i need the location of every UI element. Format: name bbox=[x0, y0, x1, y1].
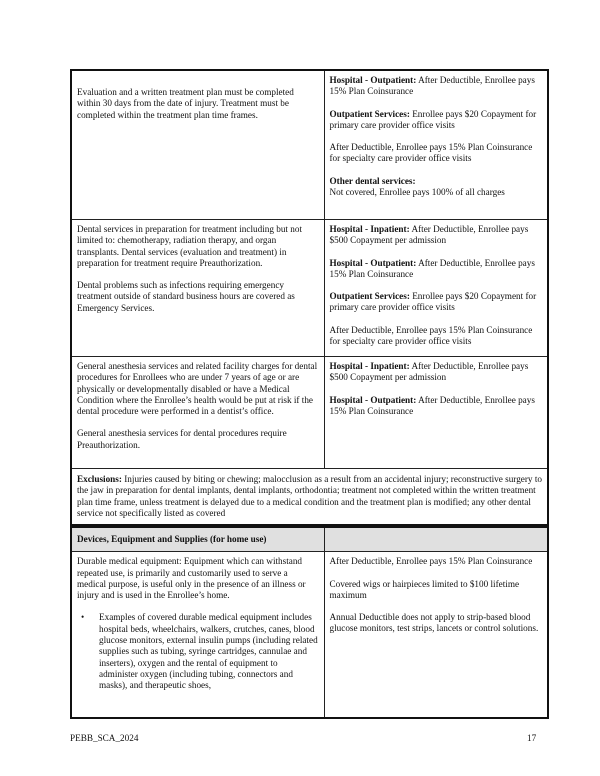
description-text: Dental problems such as infections requiring emergency treatment outside of standard business hours are covered as Emergency Services. bbox=[77, 280, 295, 313]
description-text: Durable medical equipment: Equipment which can withstand repeated use, is primarily and customarily used to serve a medical purpose, is useful only in the presence of an illness or injury and is used in the Enrollee’s home. bbox=[77, 556, 306, 601]
cost-label: Outpatient Services: bbox=[329, 291, 410, 302]
table-row bbox=[71, 70, 548, 220]
description-text: Evaluation and a written treatment plan must be completed within 30 days from the date of injury. Treatment must be completed within the treatment plan time frames. bbox=[77, 87, 294, 120]
cost-label: Outpatient Services: bbox=[329, 108, 410, 119]
cost-label: Hospital - Outpatient: bbox=[329, 394, 417, 405]
cost-text: After Deductible, Enrollee pays $500 Copayment per admission bbox=[329, 361, 529, 383]
exclusions-label: Exclusions: bbox=[77, 474, 122, 484]
description-text: General anesthesia services for dental procedures require Preauthorization. bbox=[77, 428, 287, 450]
cost-share-cell bbox=[324, 70, 548, 220]
cost-text: After Deductible, Enrollee pays 15% Plan Coinsurance bbox=[329, 394, 535, 416]
exclusions-cell bbox=[71, 469, 548, 526]
list-item bbox=[81, 612, 319, 691]
cost-text: After Deductible, Enrollee pays 15% Plan Coinsurance for specialty care provider office visits bbox=[329, 142, 533, 164]
cost-item bbox=[330, 109, 543, 132]
cost-share-cell bbox=[324, 220, 548, 357]
cost-item bbox=[330, 75, 543, 98]
cost-item bbox=[330, 325, 543, 348]
page-number: 17 bbox=[527, 733, 537, 743]
devices-equipment-table bbox=[70, 526, 549, 719]
service-description-cell bbox=[71, 70, 324, 220]
cost-item bbox=[330, 291, 543, 314]
list-item-text: Examples of covered durable medical equipment includes hospital beds, wheelchairs, walkers, crutches, canes, blood glucose monitors, external insulin pumps (including related supplies such as tubing, syringe cartridges, cannulae and inserters), oxygen and the rental of equipment to administer oxygen (including tubing, connectors and masks), and therapeutic shoes, bbox=[99, 612, 318, 691]
cost-label: Hospital - Inpatient: bbox=[329, 224, 410, 234]
description-text: General anesthesia services and related facility charges for dental procedures for Enrollees who are under 7 years of age or are physically or developmentally disabled or have a Medical Condition where the Enrollee’s health would be put at risk if the dental procedure were performed in a dentist’s office. bbox=[77, 361, 318, 417]
service-description-cell bbox=[71, 357, 324, 469]
cost-share-cell bbox=[324, 357, 548, 469]
section-header-row bbox=[71, 527, 548, 552]
exclusions-text: Injuries caused by biting or chewing; malocclusion as a result from an accidental injury; reconstructive surgery to the jaw in preparation for dental implants, dental implants, orthodontia; treatment not completed within the written treatment plan time frame, unless treatment is delayed due to a medical condition and the treatment plan is modified; any other dental service not specifically listed as covered bbox=[77, 474, 542, 518]
cost-label: Hospital - Outpatient: bbox=[329, 75, 417, 85]
table-row bbox=[71, 357, 548, 469]
table-row bbox=[71, 552, 548, 719]
cost-item: Covered wigs or hairpieces limited to $100 lifetime maximum bbox=[329, 578, 520, 600]
cost-item bbox=[330, 176, 543, 199]
dental-benefits-table bbox=[70, 69, 549, 526]
cost-item bbox=[330, 258, 543, 281]
cost-item: Annual Deductible does not apply to strip-based blood glucose monitors, test strips, lancets or control solutions. bbox=[329, 612, 539, 634]
cost-item bbox=[330, 395, 543, 418]
cost-label: Hospital - Inpatient: bbox=[329, 361, 410, 371]
cost-item bbox=[330, 142, 543, 165]
cost-share-cell bbox=[324, 552, 548, 719]
cost-text: After Deductible, Enrollee pays 15% Plan Coinsurance bbox=[329, 257, 535, 279]
cost-text: Not covered, Enrollee pays 100% of all charges bbox=[329, 187, 505, 198]
section-header: Devices, Equipment and Supplies (for home use) bbox=[71, 527, 324, 552]
table-row bbox=[71, 220, 548, 357]
description-text: Dental services in preparation for treatment including but not limited to: chemotherapy, radiation therapy, and organ transplants. Dental services (evaluation and treatment) in preparation for treatment require Preauthorization. bbox=[77, 224, 303, 268]
bullet-icon: • bbox=[81, 612, 85, 623]
service-description-cell bbox=[71, 220, 324, 357]
exclusions-row bbox=[71, 469, 548, 526]
cost-item bbox=[330, 361, 543, 384]
cost-text: After Deductible, Enrollee pays 15% Plan Coinsurance bbox=[329, 75, 535, 97]
section-header-empty bbox=[324, 527, 548, 552]
service-description-cell bbox=[71, 552, 324, 719]
document-id: PEBB_SCA_2024 bbox=[70, 733, 139, 743]
cost-text: Enrollee pays $20 Copayment for primary care provider office visits bbox=[329, 291, 537, 313]
equipment-list bbox=[77, 612, 319, 691]
cost-text: After Deductible, Enrollee pays $500 Copayment per admission bbox=[329, 224, 529, 246]
cost-text: Enrollee pays $20 Copayment for primary care provider office visits bbox=[329, 108, 537, 130]
cost-item: After Deductible, Enrollee pays 15% Plan Coinsurance bbox=[329, 556, 533, 567]
cost-item bbox=[330, 224, 543, 247]
cost-text: After Deductible, Enrollee pays 15% Plan Coinsurance for specialty care provider office visits bbox=[329, 324, 533, 347]
cost-label: Other dental services: bbox=[329, 175, 416, 186]
cost-label: Hospital - Outpatient: bbox=[329, 257, 417, 268]
